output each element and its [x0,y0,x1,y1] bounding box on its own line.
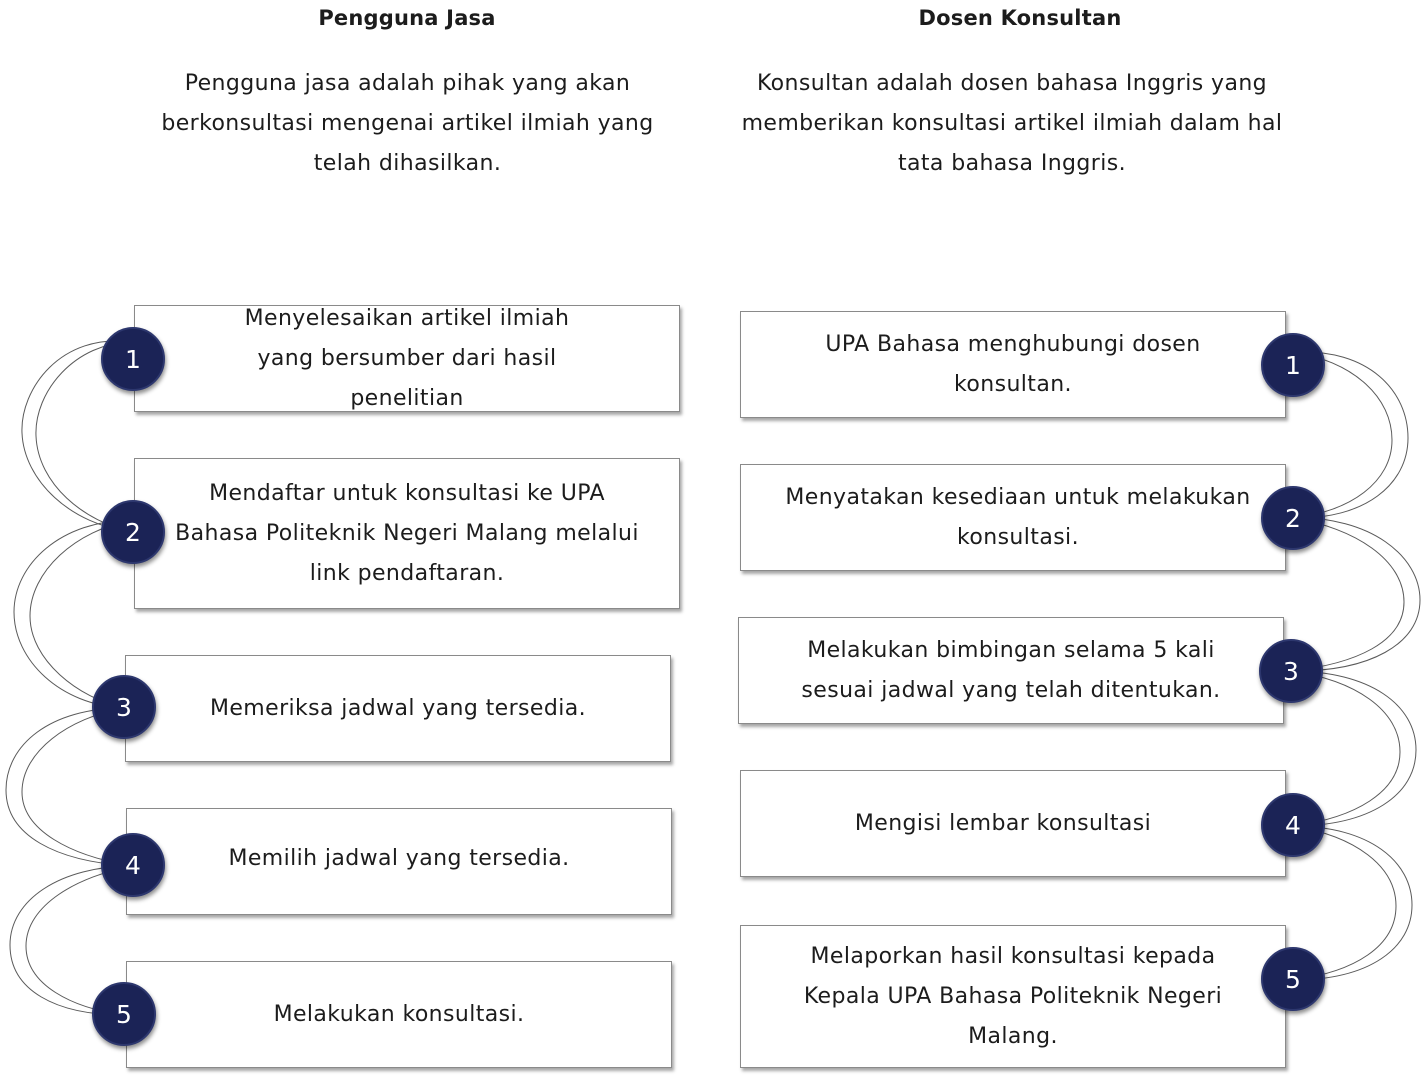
left-step-1-badge: 1 [101,327,165,391]
right-column-title: Dosen Konsultan [918,6,1122,30]
right-step-3-badge: 3 [1259,639,1323,703]
left-step-2-text: Mendaftar untuk konsultasi ke UPA Bahasa Politeknik Negeri Malang melalui link pendaftaran. [175,480,639,586]
right-step-5-badge: 5 [1261,947,1325,1011]
left-column-description: Pengguna jasa adalah pihak yang akan berkonsultasi mengenai artikel ilmiah yang telah dihasilkan. [161,71,654,176]
right-step-5-box [740,925,1286,1068]
right-step-1-badge: 1 [1261,333,1325,397]
left-step-5-badge: 5 [92,982,156,1046]
left-step-4-text: Memilih jadwal yang tersedia. [228,846,570,871]
right-step-1-box [740,311,1286,418]
left-step-5-text: Melakukan konsultasi. [273,1001,525,1027]
left-step-1-text: Menyelesaikan artikel ilmiah yang bersumber dari hasil penelitian [244,305,570,411]
left-step-4-box [126,808,672,915]
left-step-2-badge: 2 [101,500,165,564]
left-step-3-text: Memeriksa jadwal yang tersedia. [209,695,586,721]
left-step-3-badge: 3 [92,675,156,739]
right-step-2-text: Menyatakan kesediaan untuk melakukan konsultasi. [785,484,1251,550]
left-step-5-box [126,961,672,1068]
left-step-4-badge: 4 [101,833,165,897]
right-step-4-text: Mengisi lembar konsultasi [854,811,1152,836]
right-step-1-text: UPA Bahasa menghubungi dosen konsultan. [825,331,1201,397]
left-step-1-box [134,305,680,412]
right-step-4-box [740,770,1286,877]
right-step-2-badge: 2 [1261,486,1325,550]
left-column-title: Pengguna Jasa [318,6,496,30]
left-step-3-box [125,655,671,762]
right-step-4-badge: 4 [1261,793,1325,857]
right-step-5-text: Melaporkan hasil konsultasi kepada Kepala UPA Bahasa Politeknik Negeri Malang. [803,943,1223,1049]
right-column-description: Konsultan adalah dosen bahasa Inggris yang memberikan konsultasi artikel ilmiah dalam hal tata bahasa Inggris. [741,71,1283,176]
left-step-2-box [134,458,680,609]
right-step-2-box [740,464,1286,571]
right-step-3-box [738,617,1284,724]
right-step-3-text: Melakukan bimbingan selama 5 kali sesuai jadwal yang telah ditentukan. [801,637,1221,703]
